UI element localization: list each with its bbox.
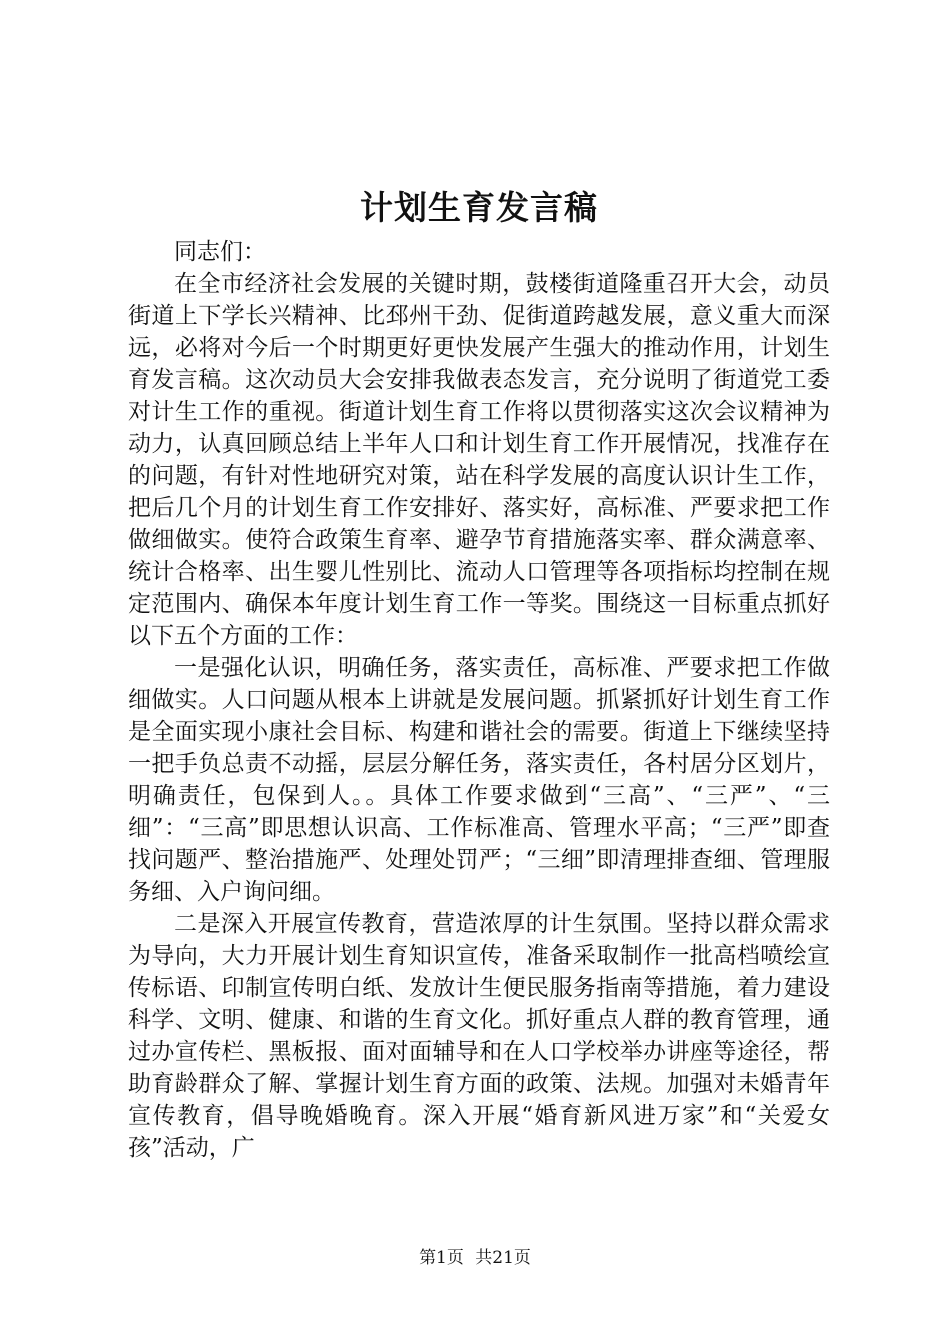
page-total: 共21页 <box>475 1248 531 1268</box>
document-title: 计划生育发言稿 <box>360 188 598 227</box>
paragraph-point-one: 一是强化认识，明确任务，落实责任，高标准、严要求把工作做细做实。人口问题从根本上讲就是发展问题。抓紧抓好计划生育工作是全面实现小康社会目标、构建和谐社会的需要。街道上下继续坚持一把手负总责不动摇，层层分解任务，落实责任，各村居分区划片，明确责任，包保到人。。具体工作要求做到“三高”、“三严”、“三细”：“三高”即思想认识高、工作标准高、管理水平高；“三严”即查找问题严、整治措施严、处理处罚严；“三细”即清理排查细、管理服务细、入户询问细。 <box>128 655 830 905</box>
page-number: 第1页 <box>419 1248 464 1268</box>
document-body <box>128 236 830 1164</box>
page-footer <box>0 1247 950 1269</box>
paragraph-intro: 在全市经济社会发展的关键时期，鼓楼街道隆重召开大会，动员街道上下学长兴精神、比邳州干劲、促街道跨越发展，意义重大而深远，必将对今后一个时期更好更快发展产生强大的推动作用，计划生育发言稿。这次动员大会安排我做表态发言，充分说明了街道党工委对计生工作的重视。街道计划生育工作将以贯彻落实这次会议精神为动力，认真回顾总结上半年人口和计划生育工作开展情况，找准存在的问题，有针对性地研究对策，站在科学发展的高度认识计生工作，把后几个月的计划生育工作安排好、落实好，高标准、严要求把工作做细做实。使符合政策生育率、避孕节育措施落实率、群众满意率、统计合格率、出生婴儿性别比、流动人口管理等各项指标均控制在规定范围内、确保本年度计划生育工作一等奖。围绕这一目标重点抓好以下五个方面的工作： <box>128 271 830 649</box>
paragraph-point-two: 二是深入开展宣传教育，营造浓厚的计生氛围。坚持以群众需求为导向，大力开展计划生育知识宣传，准备采取制作一批高档喷绘宣传标语、印制宣传明白纸、发放计生便民服务指南等措施，着力建设科学、文明、健康、和谐的生育文化。抓好重点人群的教育管理，通过办宣传栏、黑板报、面对面辅导和在人口学校举办讲座等途径，帮助育龄群众了解、掌握计划生育方面的政策、法规。加强对未婚青年宣传教育，倡导晚婚晚育。深入开展“婚育新风进万家”和“关爱女孩”活动，广 <box>128 911 830 1161</box>
salutation: 同志们： <box>174 239 266 265</box>
